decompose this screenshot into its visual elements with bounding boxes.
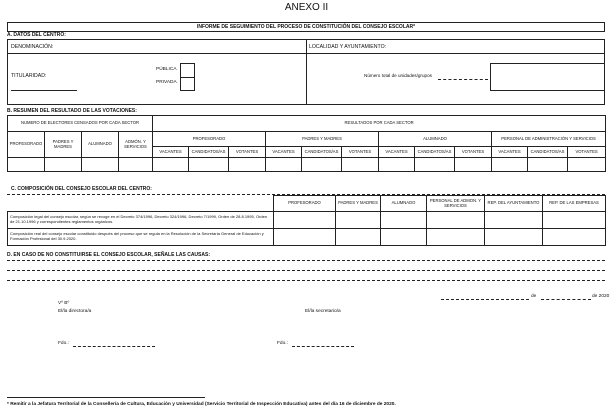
sector-alumnado: ALUMNADO (379, 132, 492, 147)
elector-col-padres: PADRES Y MADRES (45, 132, 82, 158)
value-cell[interactable] (8, 158, 45, 172)
section-d-line-1 (7, 260, 605, 261)
comp-col-alumnado: ALUMNADO (381, 196, 427, 212)
titularidad-label: TITULARIDAD: (11, 73, 47, 79)
value-cell[interactable] (336, 229, 381, 246)
elector-col-profesorado: PROFESORADO (8, 132, 45, 158)
footnote: * Remitir a la Jefatura Territorial de la Consellería de Cultura, Educación y Universidad (Servicio Territorial de Inspección Educativa) antes del día 16 de diciembre de 2020. (7, 402, 396, 407)
elector-col-alumnado: ALUMNADO (82, 132, 119, 158)
sub-col-candidatos: CANDIDATOS/AS (528, 147, 568, 158)
value-cell[interactable] (302, 158, 342, 172)
section-d-heading: D. EN CASO DE NO CONSTITUIRSE EL CONSEJO ESCOLAR, SEÑALE LAS CAUSAS: (7, 252, 210, 258)
value-cell[interactable] (381, 229, 427, 246)
sub-col-votantes: VOTANTES (455, 147, 492, 158)
director-sign-line[interactable] (73, 346, 155, 347)
value-cell[interactable] (528, 158, 568, 172)
value-cell[interactable] (82, 158, 119, 172)
unidades-label: Número total de unidades/grupos (364, 73, 432, 78)
comp-col-pas: PERSONAL DE ADMON. Y SERVICIOS (427, 196, 485, 212)
value-cell[interactable] (427, 212, 485, 229)
sub-col-votantes: VOTANTES (568, 147, 606, 158)
footnote-rule (7, 397, 205, 398)
elector-col-admon: ADMÓN. Y SERVICIOS (119, 132, 153, 158)
value-cell[interactable] (381, 212, 427, 229)
value-cell[interactable] (119, 158, 153, 172)
checkbox-divider (180, 77, 195, 78)
composition-table (7, 195, 606, 246)
comp-row-legal: Composición legal del consejo escolar, según se recoge en el Decreto 374/1996, Decreto 324/1996, Decreto 7/1999, Orden de 28.8.1995, Orden de 21.10.1996 y correspondientes reglamentos orgánicos. (8, 212, 274, 229)
value-cell[interactable] (189, 158, 229, 172)
value-cell[interactable] (274, 229, 336, 246)
sub-col-vacantes: VACANTES (153, 147, 189, 158)
secretary-sign-line[interactable] (292, 346, 354, 347)
titularidad-line (11, 90, 77, 91)
section-c-heading: C. COMPOSICIÓN DEL CONSEJO ESCOLAR DEL CENTRO: (11, 186, 152, 192)
value-cell[interactable] (543, 212, 606, 229)
sub-col-vacantes: VACANTES (379, 147, 415, 158)
comp-col-profesorado: PROFESORADO (274, 196, 336, 212)
value-cell[interactable] (492, 158, 528, 172)
comp-col-padres: PADRES Y MADRES (336, 196, 381, 212)
localidad-label: LOCALIDAD Y AYUNTAMIENTO: (309, 44, 387, 50)
value-cell[interactable] (45, 158, 82, 172)
comp-row-real: Composición real del consejo escolar constituido después del proceso que se regula en la Resolución de la Secretaría General de Educación y Formación Profesional del 30.9.2020. (8, 229, 274, 246)
votes-table (7, 115, 606, 172)
annex-title: ANEXO II (284, 2, 329, 13)
resultados-header: RESULTADOS POR CADA SECTOR (153, 116, 606, 132)
value-cell[interactable] (266, 158, 302, 172)
section-b-heading: B. RESUMEN DEL RESULTADO DE LAS VOTACIONES: (7, 108, 137, 114)
value-cell[interactable] (485, 212, 543, 229)
denominacion-label: DENOMINACIÓN: (11, 44, 54, 50)
value-cell[interactable] (568, 158, 606, 172)
date-de: de (531, 294, 537, 299)
value-cell[interactable] (229, 158, 266, 172)
sub-col-votantes: VOTANTES (229, 147, 266, 158)
sub-col-candidatos: CANDIDATOS/AS (302, 147, 342, 158)
report-title-box (7, 22, 605, 32)
sector-profesorado: PROFESORADO (153, 132, 266, 147)
value-cell[interactable] (274, 212, 336, 229)
secretary-fdo-label: Fdo.: (277, 341, 288, 346)
vb-label: Vº Bº (58, 301, 70, 306)
section-a-heading: A. DATOS DEL CENTRO: (7, 32, 66, 38)
section-d-line-3 (7, 280, 605, 281)
director-label: El/la directora/a (58, 309, 92, 314)
value-cell[interactable] (415, 158, 455, 172)
value-cell[interactable] (543, 229, 606, 246)
value-cell[interactable] (485, 229, 543, 246)
section-d-line-2 (7, 270, 605, 271)
comp-col-empresas: REP. DE LAS EMPRESAS (543, 196, 606, 212)
director-fdo-label: Fdo.: (58, 341, 69, 346)
secretary-label: El/la secretario/a (305, 309, 341, 314)
sub-col-candidatos: CANDIDATOS/AS (189, 147, 229, 158)
sub-col-vacantes: VACANTES (266, 147, 302, 158)
value-cell[interactable] (455, 158, 492, 172)
value-cell[interactable] (427, 229, 485, 246)
comp-col-ayuntamiento: REP. DEL AYUNTAMIENTO (485, 196, 543, 212)
sector-padres: PADRES Y MADRES (266, 132, 379, 147)
unidades-field[interactable] (490, 63, 605, 91)
unidades-line (438, 79, 488, 80)
report-title: INFORME DE SEGUIMIENTO DEL PROCESO DE CONSTITUCIÓN DEL CONSEJO ESCOLAR* (196, 24, 416, 30)
date-month-line[interactable] (541, 299, 591, 300)
date-place-line[interactable] (441, 299, 529, 300)
sector-pas: PERSONAL DE ADMINISTRACIÓN Y SERVICIOS (492, 132, 606, 147)
electores-header: NUMERO DE ELECTORES CENSADOS POR CADA SECTOR (8, 116, 153, 132)
section-a-divider (306, 39, 307, 105)
value-cell[interactable] (336, 212, 381, 229)
date-year: de 2020 (592, 294, 610, 299)
value-cell[interactable] (342, 158, 379, 172)
privada-label: PRIVADA (156, 80, 177, 85)
publica-label: PÚBLICA (156, 67, 177, 72)
section-a-row-line (7, 53, 605, 54)
sub-col-votantes: VOTANTES (342, 147, 379, 158)
value-cell[interactable] (153, 158, 189, 172)
value-cell[interactable] (379, 158, 415, 172)
composition-corner (8, 196, 274, 212)
sub-col-candidatos: CANDIDATOS/AS (415, 147, 455, 158)
sub-col-vacantes: VACANTES (492, 147, 528, 158)
